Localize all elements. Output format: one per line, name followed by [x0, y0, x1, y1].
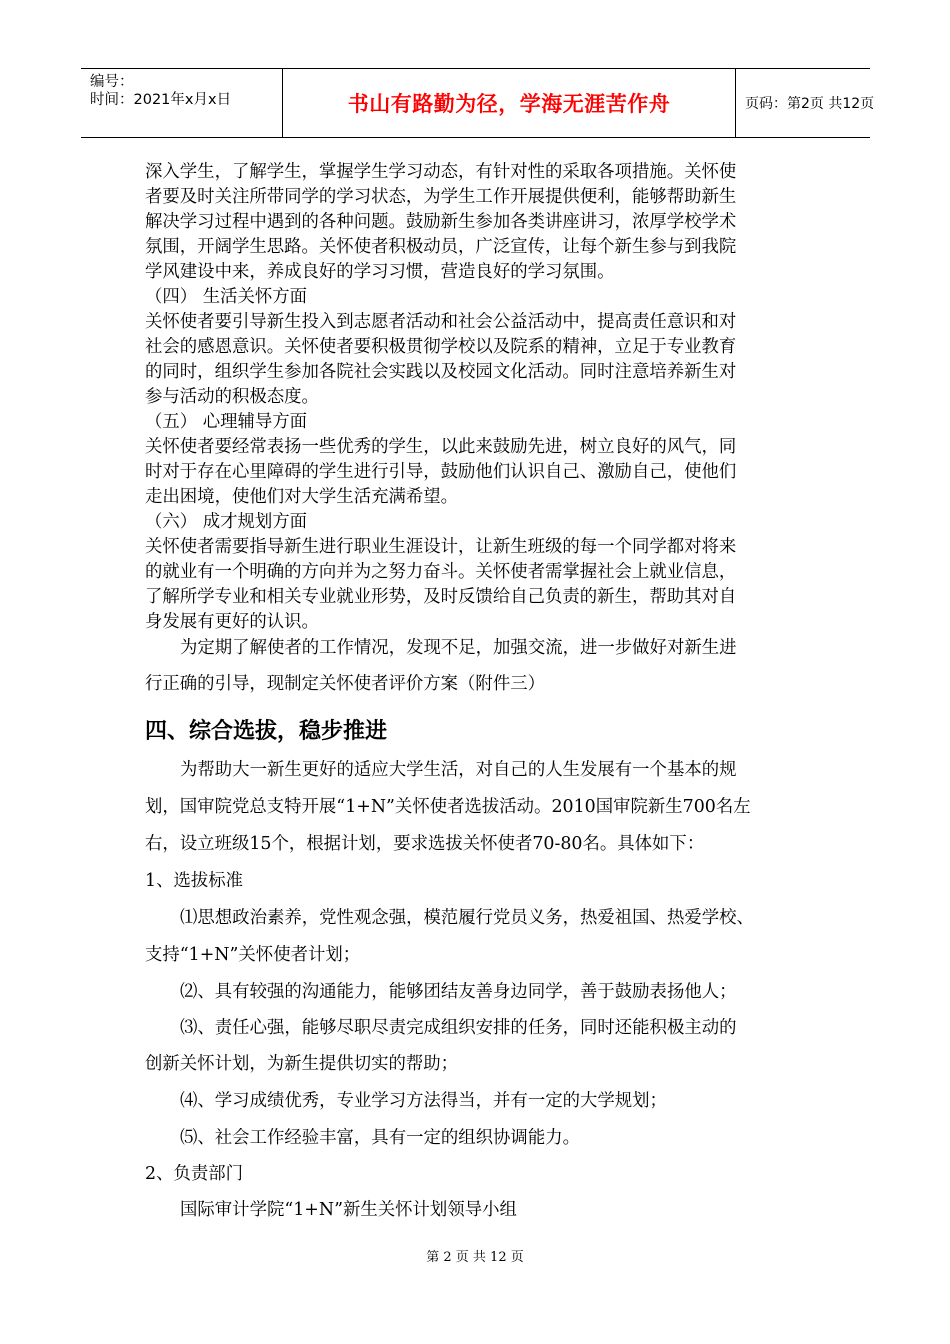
body-line: 关怀使者要引导新生投入到志愿者活动和社会公益活动中，提高责任意识和对	[145, 312, 737, 332]
body-line: 参与活动的积极态度。	[145, 387, 319, 407]
header-meta-cell	[81, 69, 282, 137]
section-heading: 四、综合选拔，稳步推进	[145, 719, 388, 744]
subheading-life: （四） 生活关怀方面	[145, 287, 308, 307]
body-line: 的同时，组织学生参加各院社会实践以及校园文化活动。同时注意培养新生对	[145, 362, 737, 382]
criteria-item: ⑶、责任心强，能够尽职尽责完成组织安排的任务，同时还能积极主动的	[180, 1018, 737, 1038]
section-line: 右，设立班级15个，根据计划，要求选拔关怀使者70-80名。具体如下：	[145, 834, 705, 854]
header-page-cell	[735, 69, 875, 137]
criteria-item: ⑸、社会工作经验丰富，具有一定的组织协调能力。	[180, 1128, 580, 1148]
body-line: 关怀使者需要指导新生进行职业生涯设计，让新生班级的每一个同学都对将来	[145, 537, 737, 557]
body-line: 学风建设中来，养成良好的学习习惯，营造良好的学习氛围。	[145, 262, 615, 282]
criteria-item: 支持“1+N”关怀使者计划；	[145, 945, 361, 965]
body-line: 时对于存在心里障碍的学生进行引导，鼓励他们认识自己、激励自己，使他们	[145, 462, 737, 482]
body-line: 为定期了解使者的工作情况，发现不足，加强交流，进一步做好对新生进	[180, 638, 737, 658]
criteria-heading: 1、选拔标准	[145, 871, 244, 891]
body-line: 走出困境，使他们对大学生活充满希望。	[145, 487, 459, 507]
criteria-item: 创新关怀计划，为新生提供切实的帮助；	[145, 1054, 459, 1074]
body-line: 关怀使者要经常表扬一些优秀的学生，以此来鼓励先进，树立良好的风气，同	[145, 437, 737, 457]
page-info: 页码：第2页 共12页	[745, 96, 875, 112]
body-line: 社会的感恩意识。关怀使者要积极贯彻学校以及院系的精神，立足于专业教育	[145, 337, 737, 357]
body-line: 者要及时关注所带同学的学习状态，为学生工作开展提供便利，能够帮助新生	[145, 187, 737, 207]
document-header	[81, 68, 875, 138]
subheading-psych: （五） 心理辅导方面	[145, 412, 308, 432]
department-line: 国际审计学院“1+N”新生关怀计划领导小组	[180, 1200, 517, 1220]
body-line: 解决学习过程中遇到的各种问题。鼓励新生参加各类讲座讲习，浓厚学校学术	[145, 212, 737, 232]
department-heading: 2、负责部门	[145, 1164, 244, 1184]
body-line: 的就业有一个明确的方向并为之努力奋斗。关怀使者需掌握社会上就业信息，	[145, 562, 737, 582]
body-line: 深入学生，了解学生，掌握学生学习动态，有针对性的采取各项措施。关怀使	[145, 162, 737, 182]
criteria-item: ⑵、具有较强的沟通能力，能够团结友善身边同学，善于鼓励表扬他人；	[180, 982, 737, 1002]
criteria-item: ⑷、学习成绩优秀，专业学习方法得当，并有一定的大学规划；	[180, 1091, 667, 1111]
section-line: 为帮助大一新生更好的适应大学生活，对自己的人生发展有一个基本的规	[180, 760, 737, 780]
body-line: 了解所学专业和相关专业就业形势，及时反馈给自己负责的新生，帮助其对自	[145, 587, 737, 607]
section-line: 划，国审院党总支特开展“1+N”关怀使者选拔活动。2010国审院新生700名左	[145, 797, 751, 817]
time-label: 时间：2021年x月x日	[90, 92, 232, 108]
serial-label: 编号：	[90, 74, 134, 90]
subheading-career: （六） 成才规划方面	[145, 512, 308, 532]
body-line: 氛围，开阔学生思路。关怀使者积极动员，广泛宣传，让每个新生参与到我院	[145, 237, 737, 257]
body-line: 行正确的引导，现制定关怀使者评价方案（附件三）	[145, 674, 545, 694]
motto: 书山有路勤为径，学海无涯苦作舟	[347, 92, 671, 116]
page-footer: 第 2 页 共 12 页	[426, 1250, 524, 1265]
criteria-item: ⑴思想政治素养，党性观念强，模范履行党员义务，热爱祖国、热爱学校、	[180, 908, 754, 928]
header-motto-cell	[282, 69, 736, 137]
body-line: 身发展有更好的认识。	[145, 612, 319, 632]
